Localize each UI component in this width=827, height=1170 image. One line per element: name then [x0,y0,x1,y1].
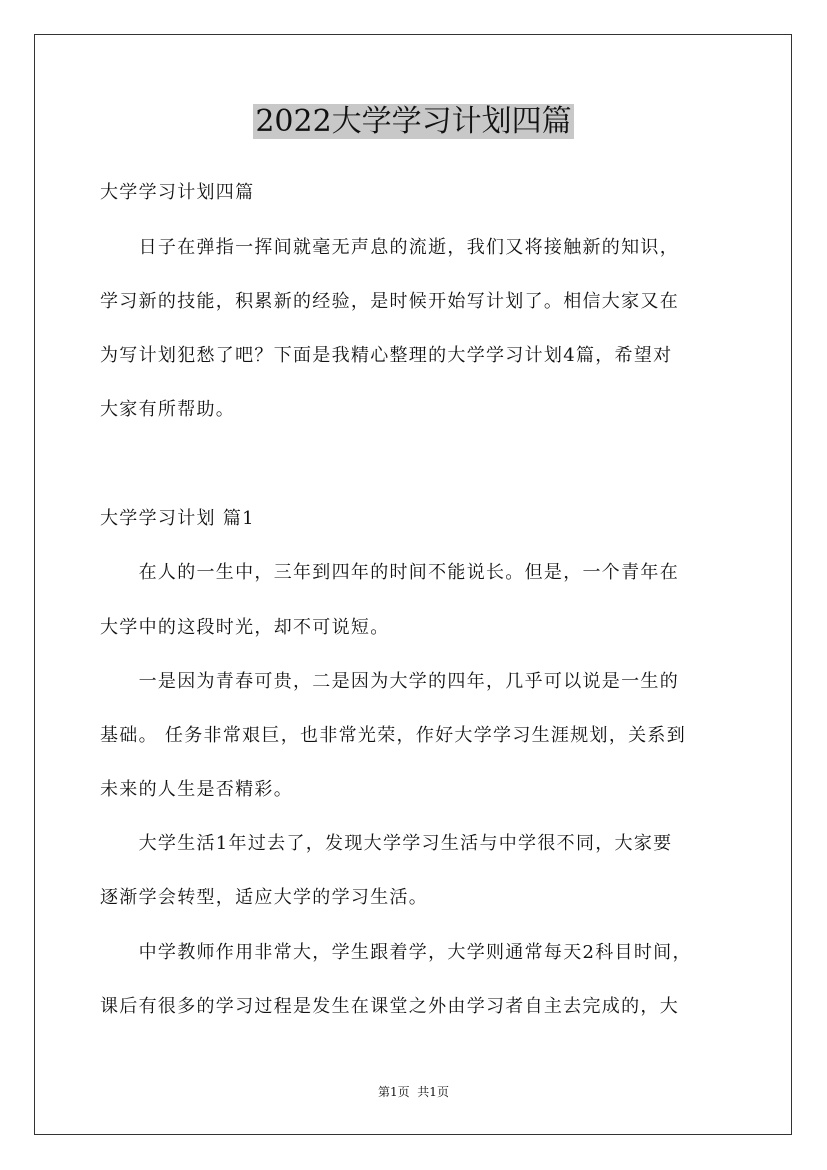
paragraph-line: 中学教师作用非常大，学生跟着学，大学则通常每天2科目时间， [100,942,692,963]
paragraph-line: 逐渐学会转型，适应大学的学习生活。 [100,887,429,908]
document-title [0,100,827,144]
paragraph-line: 日子在弹指一挥间就毫无声息的流逝，我们又将接触新的知识， [100,237,679,258]
paragraph-line: 大家有所帮助。 [100,399,236,420]
paragraph-line: 在人的一生中，三年到四年的时间不能说长。但是，一个青年在 [100,562,679,583]
document-title-text: 2022大学学习计划四篇 [255,104,572,139]
paragraph-line: 为写计划犯愁了吧？下面是我精心整理的大学学习计划4篇，希望对 [100,345,673,366]
page-footer: 第1页 共1页 [378,1085,449,1099]
paragraph-line: 一是因为青春可贵，二是因为大学的四年，几乎可以说是一生的 [100,671,679,692]
paragraph-line: 基础。 任务非常艰巨，也非常光荣，作好大学学习生涯规划，关系到 [100,725,687,746]
paragraph-line: 大学生活1年过去了，发现大学学习生活与中学很不同，大家要 [100,833,673,854]
section-heading: 大学学习计划四篇 [100,182,255,203]
paragraph-line: 未来的人生是否精彩。 [100,779,293,800]
paragraph-line: 学习新的技能，积累新的经验，是时候开始写计划了。相信大家又在 [100,291,679,312]
paragraph-line: 大学中的这段时光，却不可说短。 [100,617,390,638]
paragraph-line: 课后有很多的学习过程是发生在课堂之外由学习者自主去完成的，大 [100,996,679,1017]
section-heading: 大学学习计划 篇1 [100,508,255,529]
